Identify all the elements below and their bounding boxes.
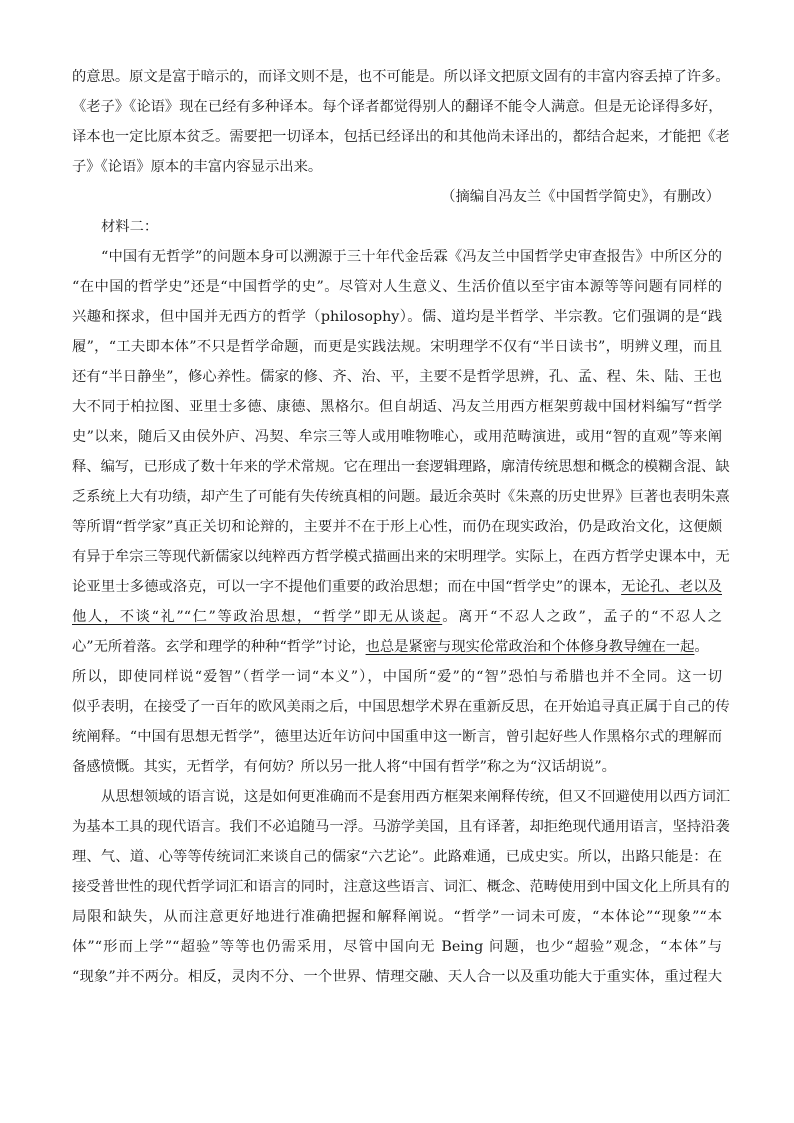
text-line: “中国有无哲学”的问题本身可以溯源于三十年代金岳霖《冯友兰中国哲学史审查报告》中所区分的 [101, 249, 722, 265]
text-line: “在中国的哲学史”还是“中国哲学的史”。尽管对人生意义、生活价值以至宇宙本源等等问题有同样的 [72, 279, 722, 295]
text-line: 大不同于柏拉图、亚里士多德、康德、黑格尔。但自胡适、冯友兰用西方框架剪裁中国材料编写“哲学 [72, 399, 722, 415]
text-line: 译本也一定比原本贫乏。需要把一切译本，包括已经译出的和其他尚未译出的，都结合起来，才能把《老 [72, 129, 730, 145]
text-line: 局限和缺失，从而注意更好地进行准确把握和解释阐说。“哲学”一词未可废，“本体论”“现象”“本 [72, 909, 722, 925]
text-line: 还有“半日静坐”，修心养性。儒家的修、齐、治、平，主要不是哲学思辨，孔、孟、程、朱、陆、王也 [72, 369, 722, 385]
text-line: 似乎表明，在接受了一百年的欧风美雨之后，中国思想学术界在重新反思，在开始追寻真正属于自己的传 [72, 699, 730, 715]
text-span: 论亚里士多德或洛克，可以一字不提他们重要的政治思想；而在中国“哲学史”的课本， [72, 579, 622, 595]
text-line: 的意思。原文是富于暗示的，而译文则不是，也不可能是。所以译文把原文固有的丰富内容丢掉了许多。 [72, 69, 730, 85]
text-line: 理、气、道、心等等传统词汇来谈自己的儒家“六艺论”。此路难通，已成史实。所以，出路只能是：在 [72, 849, 722, 865]
text-line: 兴趣和探求，但中国并无西方的哲学（philosophy）。儒、道均是半哲学、半宗教。它们强调的是“践 [72, 309, 722, 325]
text-span: 。 [694, 639, 709, 655]
text-line: 所以，即使同样说“爱智”（哲学一词“本义”），中国所“爱”的“智”恐怕与希腊也并不全同。这一切 [72, 669, 722, 685]
underlined-text: 也总是紧密与现实伦常政治和个体修身教导缠在一起 [365, 639, 695, 655]
text-line: 释、编写，已形成了数十年来的学术常规。它在理出一套逻辑理路，廓清传统思想和概念的模糊含混、缺 [72, 459, 730, 475]
text-line: 乏系统上大有功绩，却产生了可能有失传统真相的问题。最近余英时《朱熹的历史世界》巨著也表明朱熹 [72, 489, 730, 505]
text-line [72, 632, 722, 662]
underlined-text: 他人，不谈“礼”“仁”等政治思想，“哲学”即无从谈起 [72, 609, 443, 625]
text-line [72, 602, 722, 632]
text-line: 从思想领域的语言说，这是如何更准确而不是套用西方框架来阐释传统，但又不回避使用以西方词汇 [101, 789, 731, 805]
text-line: 履”，“工夫即本体”不只是哲学命题，而更是实践法规。宋明理学不仅有“半日读书”，明辨义理，而且 [72, 339, 722, 355]
text-line: 子》《论语》原本的丰富内容显示出来。 [72, 159, 323, 175]
text-line: 史”以来，随后又由侯外庐、冯契、牟宗三等人或用唯物唯心，或用范畴演进，或用“智的直观”等来阐 [72, 429, 722, 445]
text-line: 等所谓“哲学家”真正关切和论辩的，主要并不在于形上心性，而仍在现实政治，仍是政治文化，这便颇 [72, 519, 722, 535]
source-citation: （摘编自冯友兰《中国哲学简史》，有删改） [441, 189, 720, 205]
text-line: 体”“形而上学”“超验”等等也仍需采用，尽管中国向无 Being 问题，也少“超验”观念，“本体”与 [72, 939, 722, 955]
text-line [72, 572, 722, 602]
text-span: 。离开“不忍人之政”，孟子的“不忍人之 [442, 609, 722, 625]
text-span: 心”无所着落。玄学和理学的种种“哲学”讨论， [72, 639, 366, 655]
text-line: “现象”并不两分。相反，灵肉不分、一个世界、情理交融、天人合一以及重功能大于重实体，重过程大 [72, 969, 722, 985]
section-heading: 材料二： [101, 219, 159, 235]
text-line: 统阐释。“中国有思想无哲学”，德里达近年访问中国重申这一断言，曾引起好些人作黑格尔式的理解而 [72, 729, 722, 745]
text-line: 接受普世性的现代哲学词汇和语言的同时，注意这些语言、词汇、概念、范畴使用到中国文化上所具有的 [72, 879, 730, 895]
text-line: 备感愤慨。其实，无哲学，有何妨？所以另一批人将“中国有哲学”称之为“汉话胡说”。 [72, 759, 616, 775]
underlined-text: 无论孔、老以及 [621, 579, 722, 595]
text-line: 《老子》《论语》现在已经有多种译本。每个译者都觉得别人的翻译不能令人满意。但是无论译得多好， [72, 99, 723, 115]
text-line: 为基本工具的现代语言。我们不必追随马一浮。马游学美国，且有译著，却拒绝现代通用语言，坚持沿袭 [72, 819, 730, 835]
text-line: 有异于牟宗三等现代新儒家以纯粹西方哲学模式描画出来的宋明理学。实际上，在西方哲学史课本中，无 [72, 549, 730, 565]
document-page [72, 62, 731, 992]
